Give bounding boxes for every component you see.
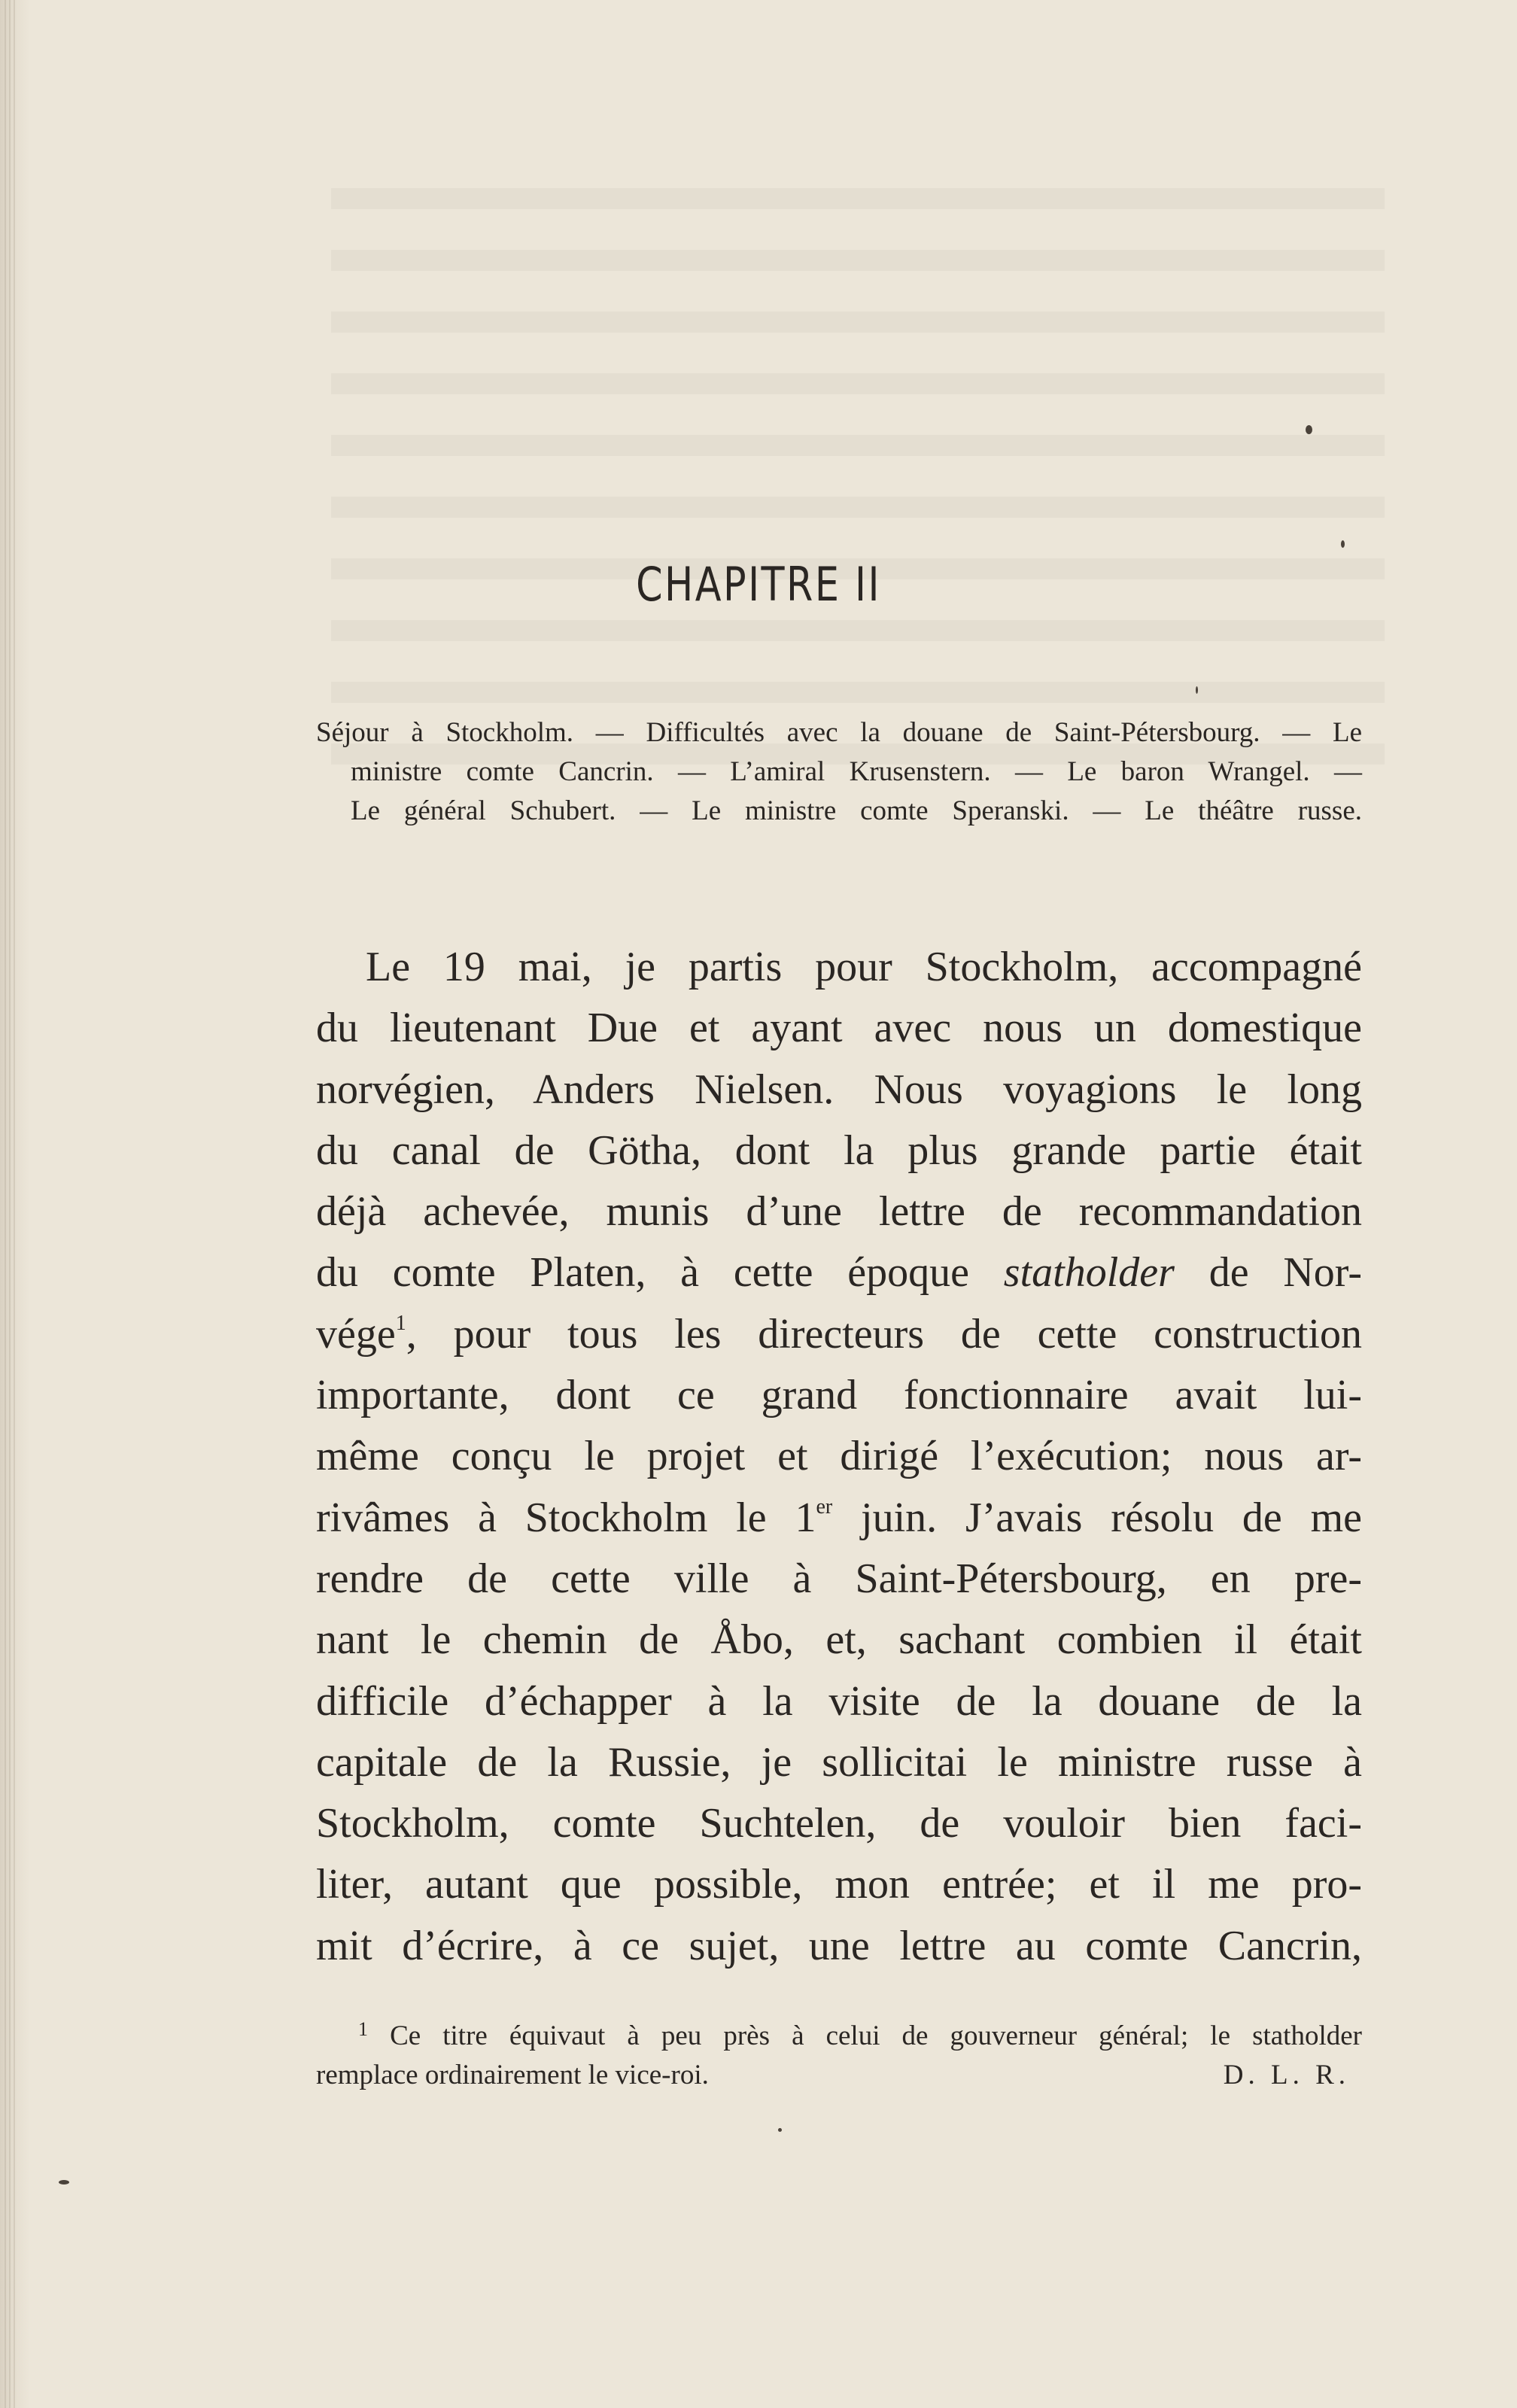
text-line: même conçu le projet et dirigé l’exécution; nous ar-: [316, 1433, 1362, 1480]
chapter-title: CHAPITRE II: [636, 557, 881, 612]
footnote-reference: 1: [395, 1311, 406, 1335]
ink-speck: [59, 2180, 69, 2185]
text-segment: du comte Platen, à cette époque: [316, 1249, 1004, 1297]
footnote-mark: 1: [358, 2018, 368, 2040]
text-line: difficile d’échapper à la visite de la douane de la: [316, 1677, 1362, 1725]
chapter-summary: [316, 713, 1362, 831]
ink-speck: [1341, 540, 1345, 548]
summary-line: Séjour à Stockholm. — Difficultés avec la douane de Saint-Pétersbourg. — Le: [316, 717, 1362, 748]
text-line: liter, autant que possible, mon entrée; et il me pro-: [316, 1861, 1362, 1908]
text-segment: , pour tous les directeurs de cette construction: [406, 1310, 1362, 1358]
text-line: norvégien, Anders Nielsen. Nous voyagions le long: [316, 1066, 1362, 1113]
text-line: nant le chemin de Åbo, et, sachant combien il était: [316, 1616, 1362, 1664]
text-line: déjà achevée, munis d’une lettre de recommandation: [316, 1188, 1362, 1236]
text-line: [316, 1488, 1362, 1549]
text-line: [316, 1304, 1362, 1365]
text-line: [316, 1242, 1362, 1303]
body-paragraph: [316, 937, 1362, 1977]
footnote-line: [316, 2017, 1362, 2056]
ordinal-superscript: er: [816, 1494, 833, 1519]
summary-line: ministre comte Cancrin. — L’amiral Krusenstern. — Le baron Wrangel. —: [351, 756, 1362, 787]
ink-speck: [778, 2128, 782, 2132]
text-segment: juin. J’avais résolu de me: [832, 1494, 1363, 1541]
bleed-through-shadow: [331, 188, 1385, 790]
text-line: du canal de Götha, dont la plus grande partie était: [316, 1126, 1362, 1174]
text-line: Stockholm, comte Suchtelen, de vouloir bien faci-: [316, 1800, 1362, 1847]
summary-line: Le général Schubert. — Le ministre comte Speranski. — Le théâtre russe.: [351, 795, 1362, 826]
footnote-signature: D. L. R.: [1223, 2060, 1350, 2090]
text-line: mit d’écrire, à ce sujet, une lettre au comte Cancrin,: [316, 1922, 1362, 1969]
text-segment: rivâmes à Stockholm le 1: [316, 1494, 816, 1541]
text-line: du lieutenant Due et ayant avec nous un domestique: [316, 1005, 1362, 1052]
footnote-line: [316, 2056, 1362, 2095]
text-segment: de Nor-: [1174, 1249, 1362, 1297]
footnote: [316, 2017, 1362, 2095]
footnote-text: Ce titre équivaut à peu près à celui de gouverneur général; le statholder: [368, 2020, 1362, 2051]
ink-speck: [1196, 686, 1198, 694]
text-line: Le 19 mai, je partis pour Stockholm, accompagné: [366, 944, 1362, 990]
text-line: importante, dont ce grand fonctionnaire avait lui-: [316, 1372, 1362, 1419]
footnote-text: remplace ordinairement le vice-roi.: [316, 2060, 709, 2090]
ink-speck: [1306, 425, 1312, 434]
italic-term: statholder: [1003, 1249, 1175, 1297]
text-line: rendre de cette ville à Saint-Pétersbourg, en pre-: [316, 1555, 1362, 1602]
text-segment: vége: [316, 1310, 396, 1358]
text-line: capitale de la Russie, je sollicitai le ministre russe à: [316, 1738, 1362, 1786]
page-binding-lines: [5, 0, 18, 2408]
